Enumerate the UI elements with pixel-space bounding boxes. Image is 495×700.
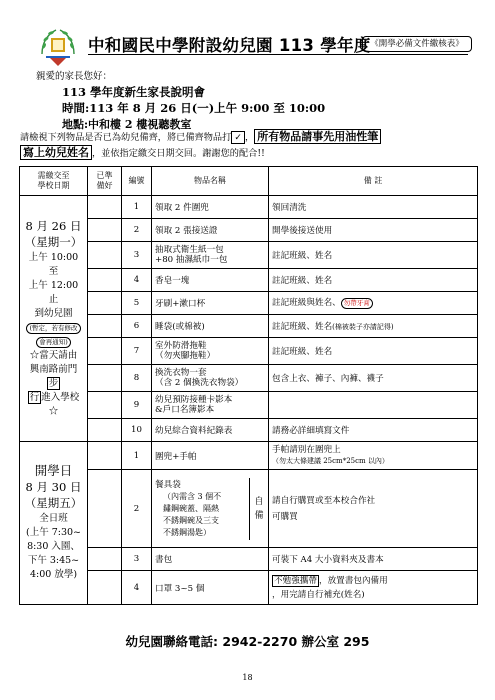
table-cell: 6 (122, 315, 152, 338)
table-header-row (20, 167, 478, 196)
ready-checkbox[interactable] (88, 315, 122, 338)
table-cell: 包含上衣、褲子、內褲、襪子 (269, 365, 478, 392)
cell-text: 不銹鋼碗及三支 (163, 515, 219, 525)
cell-text: 抽取式衛生紙一包 (155, 245, 224, 255)
ready-checkbox[interactable] (88, 365, 122, 392)
table-cell (269, 470, 478, 548)
cell-text: (上午 7:30~ (25, 527, 82, 538)
cell-text: 自 (254, 496, 264, 507)
table-cell: 3 (122, 242, 152, 269)
ready-checkbox[interactable] (88, 470, 122, 548)
table-cell: 10 (122, 419, 152, 442)
table-row (20, 442, 478, 470)
cell-text: ☆當天請由 (29, 349, 78, 361)
table-cell: 4 (122, 571, 152, 605)
table-cell: 7 (122, 338, 152, 365)
table-cell: 1 (122, 442, 152, 470)
notice-text: 請檢視下列物品是否已為幼兒備齊，將已備齊物品打 (20, 132, 232, 143)
cell-text: 餐具袋 (155, 479, 181, 490)
table-row (20, 571, 478, 605)
table-row (20, 269, 478, 292)
ready-checkbox[interactable] (88, 219, 122, 242)
ready-checkbox[interactable] (88, 548, 122, 571)
meeting-title: 113 學年度新生家長說明會 (62, 85, 206, 99)
cell-text: （勿夾腳拖鞋） (155, 351, 216, 361)
table-row (20, 419, 478, 442)
table-cell: 2 (122, 470, 152, 548)
table-row (20, 470, 478, 548)
cell-text: 不銹鋼湯匙） (163, 527, 211, 537)
table-cell: 書包 (152, 548, 269, 571)
notice-text: ，並依指定繳交日期交回。謝謝您的配合!! (92, 148, 265, 159)
table-cell: 註記班級、姓名 (269, 242, 478, 269)
table-row (20, 548, 478, 571)
cell-text: 步 (48, 377, 59, 389)
table-cell: 4 (122, 269, 152, 292)
header-ready (88, 167, 122, 196)
cell-text: 下午 3:45~ (27, 555, 80, 566)
header-item: 物品名稱 (152, 167, 269, 196)
cell-text: 備好 (96, 181, 113, 190)
cell-text: ，放置書包內備用 (318, 575, 388, 586)
header-date (20, 167, 88, 196)
ready-checkbox[interactable] (88, 338, 122, 365)
table-cell: 幼兒綜合資料紀錄表 (152, 419, 269, 442)
cell-text: （內需含 3 個不 (163, 491, 222, 501)
cell-text: 註記班級與姓名、 (272, 298, 341, 308)
cell-text: （勿太大條建議 25cm*25cm 以內） (272, 456, 389, 465)
contact-phone: 幼兒園聯絡電話: 2942-2270 辦公室 295 (125, 634, 370, 649)
table-row (20, 365, 478, 392)
cell-text: （含 2 個換洗衣物袋） (155, 378, 244, 388)
cell-text: 註記班級、姓名 (272, 322, 333, 332)
table-cell: 註記班級、姓名 (269, 338, 478, 365)
table-cell: 2 (122, 219, 152, 242)
cell-text: &戶口名簿影本 (155, 405, 215, 415)
cell-text: 上午 12:00 止 (28, 279, 79, 305)
ready-checkbox[interactable] (88, 442, 122, 470)
table-cell (152, 365, 269, 392)
table-cell (152, 338, 269, 365)
cell-text: 可購買 (272, 511, 298, 522)
cell-text: 備 (254, 510, 264, 521)
cell-text: 進入學校☆ (41, 391, 80, 417)
table-cell (152, 242, 269, 269)
page-number: 18 (242, 673, 253, 682)
ready-checkbox[interactable] (88, 196, 122, 219)
meeting-time: 時間:113 年 8 月 26 日(一)上午 9:00 至 10:00 (62, 101, 326, 115)
cell-text: 室外防滑拖鞋 (155, 341, 207, 351)
table-cell: 8 (122, 365, 152, 392)
page-title: 中和國民中學附設幼兒園 113 學年度 (88, 36, 371, 55)
cell-text: （星期一） (24, 234, 83, 249)
cell-text: 學校日期 (37, 181, 70, 190)
greeting: 親愛的家長您好： (36, 71, 113, 82)
cell-text: 請自行購買或至本校合作社 (272, 495, 376, 506)
ready-checkbox[interactable] (88, 269, 122, 292)
table-cell: 5 (122, 292, 152, 315)
cell-text: ，用完請自行補充(姓名) (272, 589, 365, 600)
ready-checkbox[interactable] (88, 392, 122, 419)
cell-text: 手帕請別在圍兜上 (272, 444, 341, 455)
cell-text: 勿帶牙膏 (341, 298, 373, 309)
cell-text (36, 337, 71, 348)
table-cell: 領取 2 張接送證 (152, 219, 269, 242)
table-cell: 3 (122, 548, 152, 571)
ready-checkbox[interactable] (88, 242, 122, 269)
school-logo (36, 24, 80, 68)
ready-checkbox[interactable] (88, 292, 122, 315)
notice-text: ✓ (231, 131, 245, 144)
cell-text: 興南路前門 (29, 363, 78, 375)
cell-text: 到幼兒園 (34, 307, 73, 319)
form-title-badge: 《開學必備文件繳核表》 (362, 36, 472, 52)
notice-text: 寫上幼兒姓名 (20, 145, 92, 160)
cell-text: 8 月 30 日 (25, 480, 82, 494)
table-row (20, 196, 478, 219)
table-cell (269, 571, 478, 605)
ready-checkbox[interactable] (88, 571, 122, 605)
group2-date-cell (20, 442, 88, 605)
table-cell: 牙刷+漱口杯 (152, 292, 269, 315)
cell-text: 行 (29, 391, 40, 403)
table-cell: 開學後接送使用 (269, 219, 478, 242)
cell-text: (暫定，若有修改 (29, 323, 78, 332)
notice-text: ， (245, 132, 255, 143)
cell-text (26, 323, 80, 334)
instruction-notice (20, 129, 478, 161)
header-note: 備 註 (269, 167, 478, 196)
table-cell (269, 292, 478, 315)
cell-text: 上午 10:00 至 (28, 251, 79, 277)
table-row (20, 338, 478, 365)
table-cell: 請務必詳細填寫文件 (269, 419, 478, 442)
table-cell: 領取 2 件圍兜 (152, 196, 269, 219)
cell-text: 8 月 26 日 (25, 218, 82, 233)
cell-text: (棉被裝子亦請記得) (332, 323, 394, 331)
group1-date-cell (20, 196, 88, 442)
header-no: 編號 (122, 167, 152, 196)
table-cell: 圍兜+手帕 (152, 442, 269, 470)
cell-text: 已準 (96, 171, 113, 180)
table-cell (269, 442, 478, 470)
table-cell: 香皂一塊 (152, 269, 269, 292)
table-row (20, 315, 478, 338)
table-cell (152, 470, 269, 548)
header-divider (88, 54, 468, 55)
cell-text: 需繳交至 (37, 171, 70, 180)
table-row (20, 219, 478, 242)
cell-text: +80 抽濕紙巾一包 (155, 255, 228, 265)
ready-checkbox[interactable] (88, 419, 122, 442)
cell-text: 開學日 (34, 463, 73, 478)
table-cell: 睡袋(或棉被) (152, 315, 269, 338)
cell-text: 4:00 放學) (29, 569, 78, 580)
table-cell (269, 392, 478, 419)
meeting-place: 地點:中和樓 2 樓視聽教室 (62, 118, 192, 131)
table-row (20, 292, 478, 315)
table-cell: 可裝下 A4 大小資料夾及書本 (269, 548, 478, 571)
notice-text: 所有物品請事先用油性筆 (254, 129, 381, 144)
table-cell: 領回清洗 (269, 196, 478, 219)
table-cell: 9 (122, 392, 152, 419)
table-cell (152, 392, 269, 419)
checklist-table (19, 166, 478, 605)
table-row (20, 242, 478, 269)
table-cell (269, 315, 478, 338)
table-cell: 1 (122, 196, 152, 219)
table-cell: 註記班級、姓名 (269, 269, 478, 292)
cell-text: （星期五） (24, 496, 83, 510)
cell-text: 會再通知) (39, 337, 68, 346)
table-cell: 口罩 3~5 個 (152, 571, 269, 605)
table-row (20, 392, 478, 419)
cell-text: 全日班 (39, 513, 68, 524)
cell-text: 鏽鋼碗蓋、隔熱 (163, 503, 219, 513)
cell-text: 幼兒預防接種卡影本 (155, 395, 233, 405)
cell-text: 換洗衣物一套 (155, 368, 207, 378)
cell-text: 8:30 入園、 (27, 541, 80, 552)
cell-text: 不勉強攜帶 (274, 575, 317, 586)
